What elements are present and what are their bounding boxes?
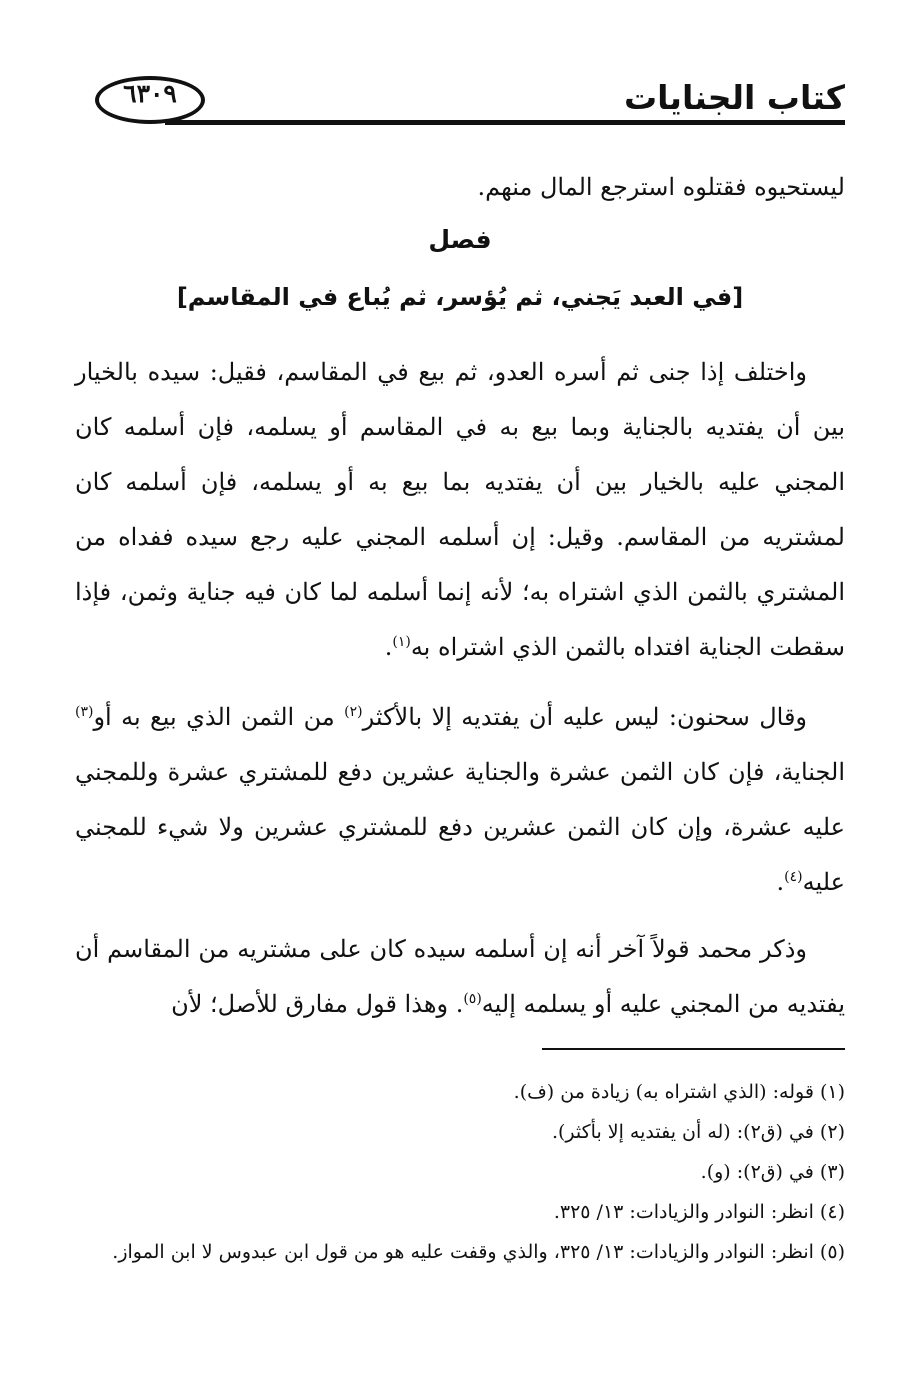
paragraph-1-end: . xyxy=(384,633,393,661)
footnote-3: (٣) في (ق٢): (و). xyxy=(700,1161,845,1183)
footnote-2: (٢) في (ق٢): (له أن يفتديه إلا بأكثر). xyxy=(551,1121,845,1143)
paragraph-1 xyxy=(75,345,845,675)
footnote-ref-3: (٣) xyxy=(75,704,94,720)
paragraph-1-text: واختلف إذا جنى ثم أسره العدو، ثم بيع في المقاسم، فقيل: سيده بالخيار بين أن يفتديه بالجناية وبما بيع به في المقاسم أو يسلمه، فإن أسلمه كان المجني عليه بالخيار بين أن يفتديه بما بيع به أو يسلمه، فإن أسلمه كان لمشتريه من المقاسم. وقيل: إن أسلمه المجني عليه رجع سيده ففداه من المشتري بالثمن الذي اشتراه به؛ لأنه إنما أسلمه لما كان فيه جناية وثمن، فإذا سقطت الجناية افتداه بالثمن الذي اشتراه به xyxy=(75,358,845,661)
page-number: ٦٣٠٩ xyxy=(123,79,177,108)
footnote-ref-4: (٤) xyxy=(784,869,803,885)
footnote-separator xyxy=(542,1048,845,1050)
paragraph-2-part-c: الجناية، فإن كان الثمن عشرة والجناية عشرين دفع للمشتري عشرة وللمجني عليه عشرة، وإن كان الثمن عشرين دفع للمشتري عشرين ولا شيء للمجني عليه xyxy=(75,758,845,896)
footnote-1: (١) قوله: (الذي اشتراه به) زيادة من (ف). xyxy=(513,1081,845,1103)
footnotes-list xyxy=(100,1072,845,1272)
footnote-ref-5: (٥) xyxy=(463,991,482,1007)
paragraph-3-part-a: وذكر محمد قولاً آخر أنه إن أسلمه سيده كان على مشتريه من المقاسم أن يفتديه من المجني عليه أو يسلمه إليه xyxy=(75,935,845,1018)
header-rule xyxy=(165,120,845,125)
footnote-5: (٥) انظر: النوادر والزيادات: ١٣/ ٣٢٥، والذي وقفت عليه هو من قول ابن عبدوس لا ابن المواز. xyxy=(112,1241,845,1263)
paragraph-2-part-b: من الثمن الذي بيع به أو xyxy=(93,703,345,731)
footnote-ref-1: (١) xyxy=(392,634,411,650)
paragraph-3-part-b: . وهذا قول مفارق للأصل؛ لأن xyxy=(171,990,464,1018)
paragraph-2-end: . xyxy=(776,868,785,896)
paragraph-2-part-a: وقال سحنون: ليس عليه أن يفتديه إلا بالأكثر xyxy=(362,703,808,731)
footnote-ref-2: (٢) xyxy=(344,704,363,720)
book-title: كتاب الجنايات xyxy=(624,78,845,117)
section-subtitle: [في العبد يَجني، ثم يُؤسر، ثم يُباع في المقاسم] xyxy=(176,283,744,311)
footnote-4: (٤) انظر: النوادر والزيادات: ١٣/ ٣٢٥. xyxy=(553,1201,845,1223)
lead-paragraph: ليستحيوه فقتلوه استرجع المال منهم. xyxy=(477,173,845,201)
page-header xyxy=(95,72,845,132)
paragraph-3 xyxy=(75,922,845,1032)
section-title: فصل xyxy=(428,225,492,254)
paragraph-2 xyxy=(75,690,845,910)
